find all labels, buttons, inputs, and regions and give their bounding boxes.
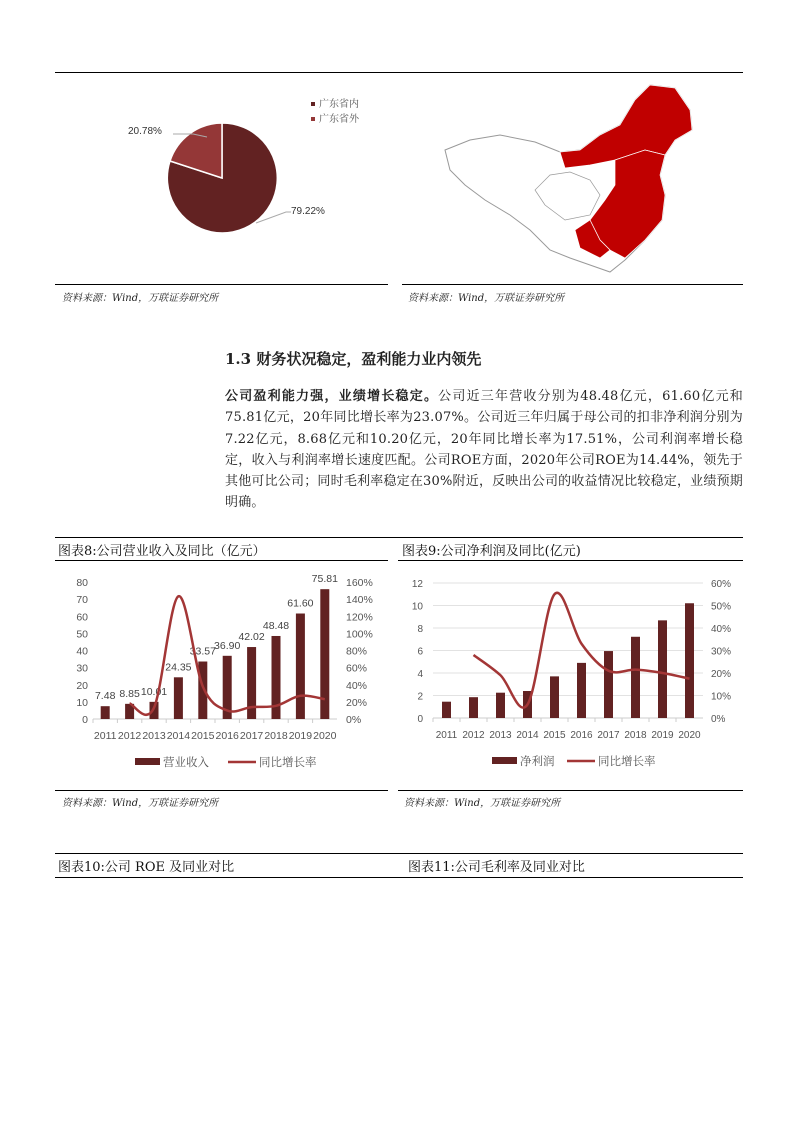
figure-title: 图表11:公司毛利率及同业对比 bbox=[408, 860, 585, 875]
y-tick-label-right: 30% bbox=[711, 646, 732, 658]
y-tick-label-right: 120% bbox=[346, 611, 373, 624]
y-tick-label-left: 6 bbox=[417, 646, 423, 658]
top-rule bbox=[55, 72, 743, 73]
data-label: 36.90 bbox=[214, 639, 241, 652]
x-tick-label: 2014 bbox=[516, 730, 539, 741]
y-tick-label-right: 0% bbox=[711, 714, 726, 725]
source-note: 资料来源：Wind，万联证券研究所 bbox=[408, 293, 565, 304]
bar bbox=[658, 620, 667, 718]
y-tick-label-left: 8 bbox=[417, 624, 423, 635]
section-heading: 1.3 财务状况稳定，盈利能力业内领先 bbox=[225, 350, 482, 368]
y-tick-label-right: 140% bbox=[346, 594, 373, 607]
x-tick-label: 2013 bbox=[489, 730, 512, 741]
y-tick-label-left: 40 bbox=[76, 645, 88, 658]
divider bbox=[55, 537, 743, 538]
source-note: 资料来源：Wind，万联证券研究所 bbox=[62, 293, 219, 304]
divider bbox=[402, 284, 743, 285]
y-tick-label-left: 12 bbox=[411, 579, 423, 590]
source-note: 资料来源：Wind，万联证券研究所 bbox=[62, 798, 219, 809]
lead-sentence: 公司盈利能力强，业绩增长稳定。 bbox=[225, 389, 439, 404]
x-tick-label: 2012 bbox=[117, 730, 142, 742]
bar bbox=[496, 693, 505, 718]
legend-label: 净利润 bbox=[520, 756, 555, 768]
x-tick-label: 2015 bbox=[543, 730, 566, 741]
source-note: 资料来源：Wind，万联证券研究所 bbox=[404, 798, 561, 809]
bar bbox=[101, 706, 110, 719]
x-tick-label: 2019 bbox=[288, 730, 313, 742]
map-region-north bbox=[560, 85, 692, 168]
y-tick-label-left: 30 bbox=[76, 662, 88, 675]
y-tick-label-right: 100% bbox=[346, 628, 373, 641]
figure-title: 图表8:公司营业收入及同比（亿元） bbox=[58, 544, 266, 559]
legend-bar-swatch bbox=[135, 758, 160, 765]
data-label: 7.48 bbox=[94, 690, 116, 703]
legend-label: 广东省内 bbox=[319, 99, 359, 110]
y-tick-label-left: 4 bbox=[417, 669, 423, 680]
pie-label-outside: 20.78% bbox=[128, 126, 162, 137]
y-tick-label-right: 160% bbox=[346, 577, 373, 589]
x-tick-label: 2016 bbox=[215, 730, 239, 742]
body-paragraph bbox=[225, 386, 743, 514]
data-label: 48.48 bbox=[262, 619, 290, 632]
data-label: 33.57 bbox=[189, 645, 216, 658]
data-label: 75.81 bbox=[311, 573, 338, 586]
x-tick-label: 2018 bbox=[624, 730, 647, 741]
x-tick-label: 2017 bbox=[239, 730, 264, 742]
bar bbox=[296, 614, 305, 719]
y-tick-label-left: 0 bbox=[417, 714, 423, 725]
figure-title: 图表9:公司净利润及同比(亿元) bbox=[402, 544, 581, 559]
x-tick-label: 2016 bbox=[570, 730, 593, 741]
data-label: 42.02 bbox=[238, 631, 265, 644]
data-label: 8.85 bbox=[119, 687, 140, 700]
y-tick-label-right: 10% bbox=[711, 691, 732, 703]
legend-label: 广东省外 bbox=[319, 114, 359, 125]
x-tick-label: 2018 bbox=[264, 730, 288, 742]
y-tick-label-left: 50 bbox=[76, 628, 88, 641]
y-tick-label-left: 2 bbox=[417, 691, 423, 703]
x-tick-label: 2020 bbox=[678, 730, 701, 741]
y-tick-label-right: 60% bbox=[346, 662, 368, 675]
divider bbox=[55, 284, 388, 285]
y-tick-label-right: 40% bbox=[346, 679, 368, 692]
legend-label: 同比增长率 bbox=[598, 756, 656, 768]
y-tick-label-left: 20 bbox=[76, 679, 88, 692]
bar bbox=[174, 677, 183, 719]
legend-marker bbox=[311, 117, 315, 121]
bar bbox=[631, 637, 640, 718]
y-tick-label-left: 0 bbox=[82, 714, 88, 726]
y-tick-label-right: 60% bbox=[711, 579, 732, 590]
legend-bar-swatch bbox=[492, 757, 517, 764]
x-tick-label: 2015 bbox=[191, 730, 215, 742]
y-tick-label-left: 10 bbox=[76, 696, 88, 709]
figure-title: 图表10:公司 ROE 及同业对比 bbox=[58, 860, 235, 875]
y-tick-label-right: 20% bbox=[346, 696, 368, 709]
data-label: 61.60 bbox=[287, 597, 314, 610]
x-tick-label: 2017 bbox=[597, 730, 620, 741]
bar bbox=[469, 697, 478, 718]
bar bbox=[442, 702, 451, 718]
x-tick-label: 2014 bbox=[166, 730, 191, 742]
y-tick-label-left: 80 bbox=[76, 577, 88, 589]
x-tick-label: 2012 bbox=[462, 730, 485, 741]
y-tick-label-right: 20% bbox=[711, 669, 732, 680]
divider bbox=[55, 790, 388, 791]
x-tick-label: 2011 bbox=[435, 730, 458, 741]
bar bbox=[685, 603, 694, 718]
divider bbox=[398, 790, 743, 791]
bar bbox=[604, 651, 613, 718]
bar bbox=[198, 662, 207, 719]
y-tick-label-left: 70 bbox=[76, 594, 88, 607]
y-tick-label-left: 60 bbox=[76, 611, 88, 624]
x-tick-label: 2019 bbox=[651, 730, 674, 741]
y-tick-label-right: 80% bbox=[346, 645, 368, 658]
divider bbox=[55, 877, 743, 878]
revenue-chart bbox=[0, 560, 395, 780]
y-tick-label-right: 40% bbox=[711, 624, 732, 635]
y-tick-label-right: 50% bbox=[711, 601, 732, 613]
net-profit-chart bbox=[395, 560, 745, 780]
pie-label-inside: 79.22% bbox=[291, 206, 325, 217]
data-label: 10.01 bbox=[140, 685, 168, 698]
divider bbox=[55, 853, 743, 854]
china-map bbox=[440, 80, 700, 280]
legend-label: 同比增长率 bbox=[259, 757, 317, 769]
bar bbox=[577, 663, 586, 718]
pie-chart bbox=[55, 80, 390, 280]
y-tick-label-left: 10 bbox=[411, 601, 423, 613]
bar bbox=[550, 676, 559, 718]
y-tick-label-right: 0% bbox=[346, 714, 362, 726]
x-tick-label: 2020 bbox=[313, 730, 337, 742]
x-tick-label: 2011 bbox=[93, 730, 117, 742]
data-label: 24.35 bbox=[165, 661, 192, 674]
x-tick-label: 2013 bbox=[142, 730, 166, 742]
body-text: 公司近三年营收分别为48.48亿元，61.60亿元和75.81亿元，20年同比增长率为23.07%。公司近三年归属于母公司的扣非净利润分别为7.22亿元，8.68亿元和10.20亿元，20年同比增长率为17.51%，公司利润率增长稳定，收入与利润率增长速度匹配。公司ROE方面，2020年公司ROE为14.44%，领先于其他可比公司；同时毛利率稳定在30%附近，反映出公司的收益情况比较稳定，业绩预期明确。 bbox=[225, 389, 743, 511]
legend-marker bbox=[311, 102, 315, 106]
legend-label: 营业收入 bbox=[163, 757, 209, 769]
